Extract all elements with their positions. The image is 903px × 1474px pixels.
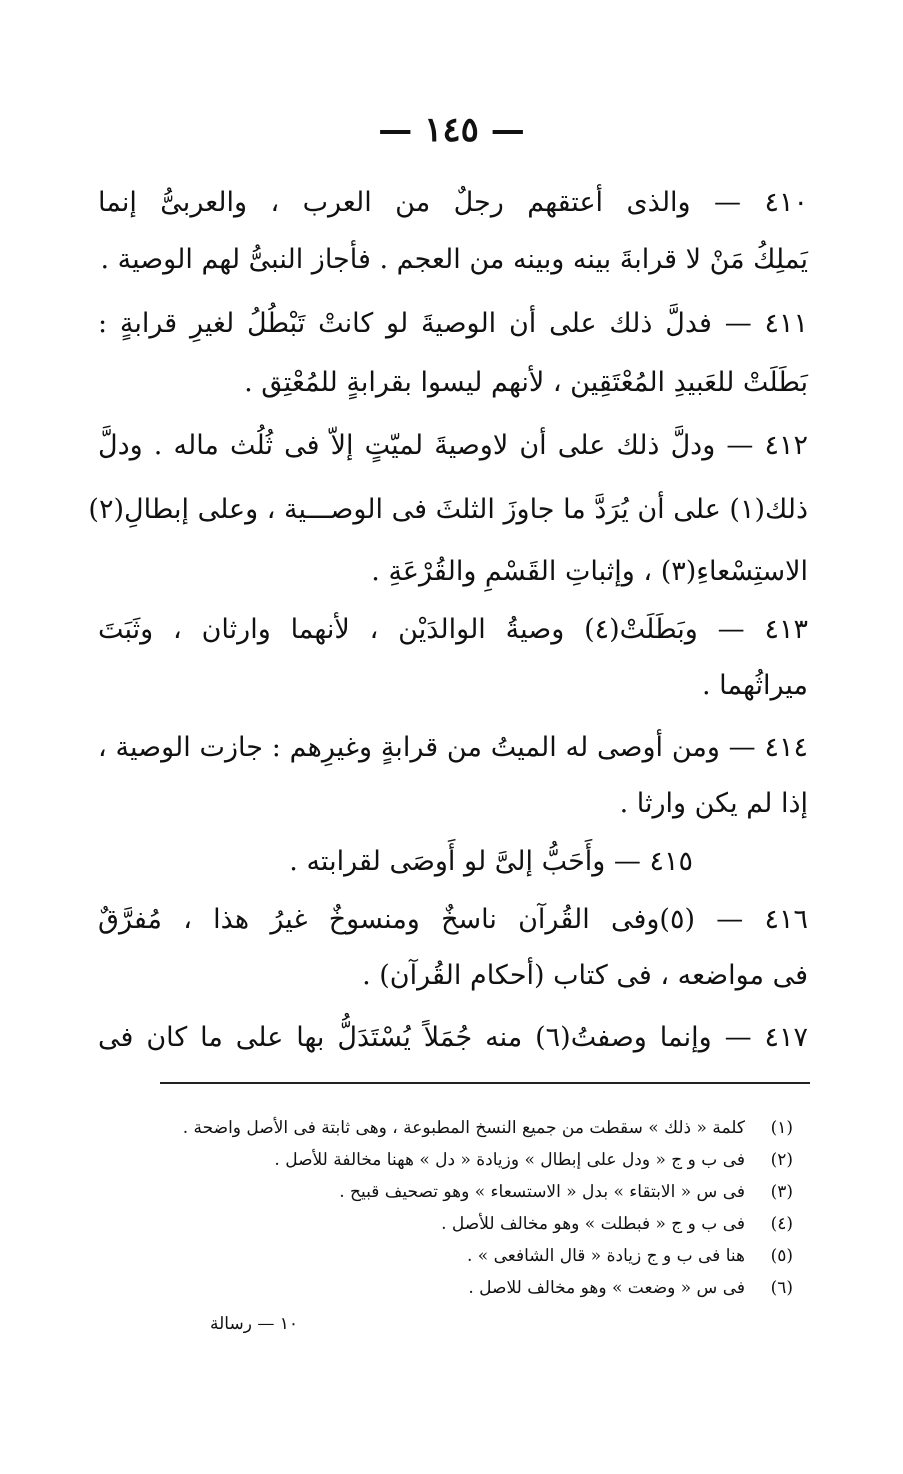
footnote-item [143,1272,793,1304]
paragraph-line: ٤١٦ — (٥)وفى القُرآن ناسخٌ ومنسوخٌ غيرُ هذا ، مُفرَّقٌ [98,904,808,935]
footnote-text: فى س « الابتقاء » بدل « الاستسعاء » وهو تصحيف قبيح . [339,1182,745,1202]
paragraph-line: يَملِكُ مَنْ لا قرابةَ بينه وبينه من العجم . فأجاز النبىُّ لهم الوصية . [100,244,808,275]
footnote-item [143,1208,793,1240]
footnote-number: (٥) [770,1246,793,1266]
footnote-item [143,1240,793,1272]
paragraph-line: ٤١٢ — ودلَّ ذلك على أن لاوصيةَ لميّتٍ إلاّ فى ثُلُث ماله . ودلَّ [98,430,808,461]
paragraph-line: بَطَلَتْ للعَبيدِ المُعْتَقِين ، لأنهم ليسوا بقرابةٍ للمُعْتِق . [244,367,808,398]
footnote-item [143,1176,793,1208]
footnote-text: فى س « وضعت » وهو مخالف للاصل . [468,1278,745,1298]
footnote-text: فى ب و ج « فبطلت » وهو مخالف للأصل . [441,1214,745,1234]
footnote-text: هنا فى ب و ج زيادة « قال الشافعى » . [466,1246,745,1266]
paragraph-line: الاستِسْعاءِ(٣) ، وإثباتِ القَسْمِ والقُرْعَةِ . [371,556,808,587]
footnote-text: فى ب و ج « ودل على إبطال » وزيادة « دل » ههنا مخالفة للأصل . [274,1150,745,1170]
paragraph-line: ذلك(١) على أن يُرَدَّ ما جاوزَ الثلثَ فى الوصـــية ، وعلى إبطالِ(٢) [88,494,808,525]
footnotes [143,1112,793,1304]
paragraph-line: ٤١٥ — وأَحَبُّ إلىَّ لو أَوصَى لقرابته . [289,846,693,877]
footnote-divider [160,1082,810,1084]
footnote-number: (٤) [770,1214,793,1234]
footnote-number: (٣) [770,1182,793,1202]
paragraph-line: ٤١٤ — ومن أوصى له الميتُ من قرابةٍ وغيرِهم : جازت الوصية ، [98,732,808,763]
paragraph-line: فى مواضعه ، فى كتاب (أحكام القُرآن) . [362,960,808,991]
paragraph-line: ٤١١ — فدلَّ ذلك على أن الوصيةَ لو كانتْ تَبْطُلُ لغيرِ قرابةٍ : [98,308,808,339]
paragraph-line: ٤١٧ — وإنما وصفتُ(٦) منه جُمَلاً يُسْتَدَلُّ بها على ما كان فى [98,1022,808,1053]
footnote-number: (٢) [770,1150,793,1170]
footnote-text: كلمة « ذلك » سقطت من جميع النسخ المطبوعة ، وهى ثابتة فى الأصل واضحة . [182,1118,745,1138]
printer-signature: ١٠ — رسالة [210,1314,299,1334]
footnote-number: (١) [770,1118,793,1138]
paragraph-line: ٤١٠ — والذى أعتقهم رجلٌ من العرب ، والعربىُّ إنما [98,187,808,218]
page-number: — ١٤٥ — [378,110,525,150]
footnote-number: (٦) [770,1278,793,1298]
paragraph-line: ميراثُهما . [702,670,808,701]
footnote-item [143,1112,793,1144]
paragraph-line: ٤١٣ — وبَطَلَتْ(٤) وصيةُ الوالدَيْن ، لأنهما وارثان ، وثَبَتَ [98,614,808,645]
paragraph-line: إذا لم يكن وارثا . [619,788,808,819]
footnote-item [143,1144,793,1176]
